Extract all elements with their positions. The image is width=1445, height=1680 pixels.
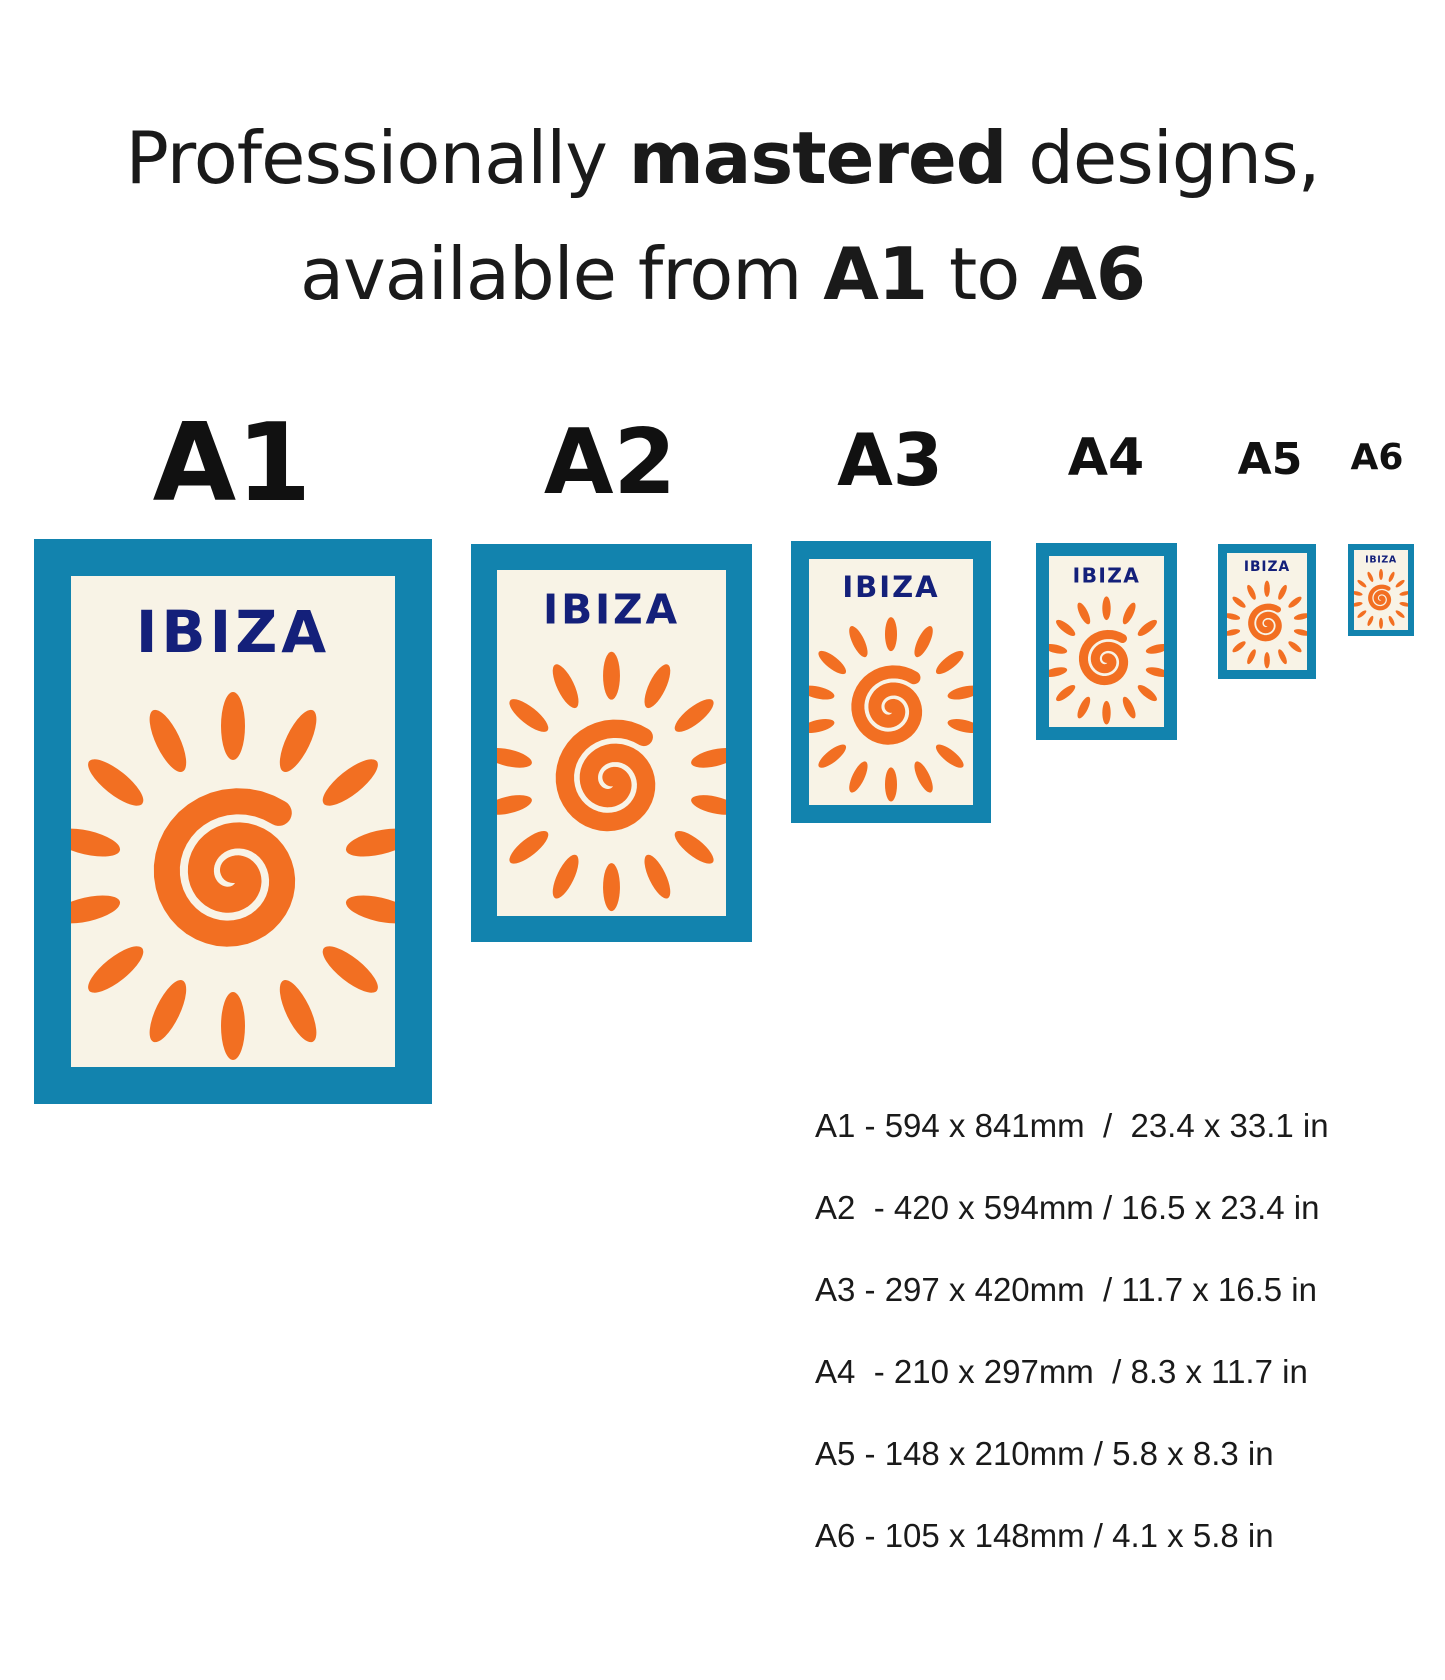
ibiza-sun-artwork <box>497 570 726 916</box>
sun-ray <box>1245 648 1257 665</box>
ibiza-sun-artwork <box>1227 553 1307 670</box>
poster-title: IBIZA <box>1072 563 1141 588</box>
sun-ray <box>316 939 384 1000</box>
poster-a1 <box>34 539 432 1104</box>
sun-ray <box>1075 601 1093 626</box>
sun-ray <box>670 826 718 869</box>
sun-ray <box>1102 596 1110 620</box>
sun-ray <box>885 767 897 801</box>
sun-ray <box>1356 579 1367 589</box>
sun-ray <box>1075 695 1093 720</box>
sun-ray <box>911 759 937 795</box>
sun-ray <box>1054 682 1078 703</box>
sun-ray <box>1287 639 1303 654</box>
sun-spiral <box>1083 634 1123 680</box>
sun-ray <box>1399 601 1408 607</box>
sun-ray <box>815 647 849 678</box>
sun-ray <box>273 705 324 777</box>
spec-a3: A3 - 297 x 420mm / 11.7 x 16.5 in <box>815 1271 1317 1308</box>
sun-ray <box>639 851 675 902</box>
sun-ray <box>273 975 324 1047</box>
sun-ray <box>1293 628 1307 637</box>
sun-ray <box>1227 628 1241 637</box>
sun-spiral <box>1251 607 1278 639</box>
poster-paper <box>809 559 973 805</box>
sun-ray <box>82 752 150 813</box>
sun-ray <box>1264 652 1270 668</box>
sun-ray <box>548 661 584 712</box>
headline-emphasis: A1 <box>823 232 928 316</box>
sun-ray <box>1366 571 1374 583</box>
spec-a4: A4 - 210 x 297mm / 8.3 x 11.7 in <box>815 1353 1308 1390</box>
sun-ray <box>1379 618 1383 629</box>
size-label-a3: A3 <box>837 418 943 502</box>
headline-text: to <box>927 232 1042 316</box>
sun-ray <box>1120 601 1138 626</box>
poster-title: IBIZA <box>543 585 680 634</box>
poster-paper <box>1049 556 1164 727</box>
poster-title: IBIZA <box>1243 559 1291 576</box>
sun-ray <box>221 692 245 760</box>
sun-ray <box>1054 617 1078 638</box>
ibiza-sun-artwork <box>1049 556 1164 727</box>
poster-a6 <box>1348 544 1414 636</box>
sun-ray <box>343 890 395 929</box>
sun-ray <box>142 975 193 1047</box>
sun-ray <box>911 624 937 660</box>
sun-spiral <box>565 729 646 822</box>
sun-ray <box>1287 595 1303 610</box>
poster-a3 <box>791 541 991 823</box>
sun-ray <box>1387 571 1395 583</box>
sun-ray <box>316 752 384 813</box>
poster-title: IBIZA <box>1365 554 1397 566</box>
sun-ray <box>815 741 849 772</box>
poster-paper <box>1354 550 1408 630</box>
sun-ray <box>1354 590 1363 596</box>
sun-ray <box>846 624 872 660</box>
sun-ray <box>1102 701 1110 725</box>
poster-a2 <box>471 544 752 942</box>
poster-paper <box>1227 553 1307 670</box>
sun-ray <box>1293 612 1307 621</box>
sun-ray <box>689 744 726 771</box>
sun-ray <box>1399 590 1408 596</box>
poster-title: IBIZA <box>842 570 940 605</box>
sun-spiral <box>1370 587 1389 609</box>
sun-ray <box>603 652 620 700</box>
sun-ray <box>1354 601 1363 607</box>
sun-ray <box>343 823 395 862</box>
size-label-a4: A4 <box>1067 428 1145 488</box>
sun-ray <box>71 823 123 862</box>
headline-line-2 <box>0 216 1445 332</box>
size-label-a6: A6 <box>1350 437 1404 478</box>
headline-text: designs, <box>1006 116 1320 200</box>
size-spec-list <box>815 1096 1329 1588</box>
headline-text: Professionally <box>125 116 629 200</box>
sun-ray <box>603 863 620 911</box>
sun-ray <box>1245 584 1257 601</box>
sun-ray <box>505 826 553 869</box>
sun-ray <box>497 791 534 818</box>
sun-spiral <box>167 801 282 933</box>
poster-paper <box>497 570 726 916</box>
sun-ray <box>1395 579 1406 589</box>
sun-ray <box>1276 648 1288 665</box>
sun-ray <box>946 683 973 702</box>
spec-a1: A1 - 594 x 841mm / 23.4 x 33.1 in <box>815 1107 1329 1144</box>
sun-ray <box>1049 642 1068 655</box>
sun-ray <box>639 661 675 712</box>
sun-ray <box>1120 695 1138 720</box>
sun-ray <box>82 939 150 1000</box>
sun-ray <box>221 992 245 1060</box>
sun-ray <box>933 647 967 678</box>
sun-ray <box>497 744 534 771</box>
headline-emphasis: mastered <box>628 116 1007 200</box>
ibiza-sun-artwork <box>1354 550 1408 630</box>
sun-ray <box>885 617 897 651</box>
ibiza-sun-artwork <box>809 559 973 805</box>
sun-ray <box>1049 665 1068 678</box>
sun-ray <box>1387 615 1395 627</box>
sun-ray <box>689 791 726 818</box>
headline-emphasis: A6 <box>1041 232 1146 316</box>
sun-ray <box>505 694 553 737</box>
spec-a6: A6 - 105 x 148mm / 4.1 x 5.8 in <box>815 1517 1274 1554</box>
sun-ray <box>1231 639 1247 654</box>
sun-ray <box>1231 595 1247 610</box>
poster-title: IBIZA <box>135 598 331 666</box>
sun-ray <box>142 705 193 777</box>
headline <box>0 100 1445 332</box>
sun-ray <box>670 694 718 737</box>
sun-ray <box>1366 615 1374 627</box>
sun-ray <box>846 759 872 795</box>
sun-ray <box>1145 665 1164 678</box>
sun-ray <box>71 890 123 929</box>
ibiza-sun-artwork <box>71 576 395 1067</box>
sun-ray <box>1379 569 1383 580</box>
sun-ray <box>1145 642 1164 655</box>
sun-ray <box>1264 581 1270 597</box>
sun-ray <box>548 851 584 902</box>
poster-paper <box>71 576 395 1067</box>
spec-a2: A2 - 420 x 594mm / 16.5 x 23.4 in <box>815 1189 1320 1226</box>
headline-line-1 <box>0 100 1445 216</box>
sun-ray <box>1135 682 1159 703</box>
sun-ray <box>809 716 836 735</box>
sun-ray <box>1135 617 1159 638</box>
sun-ray <box>1227 612 1241 621</box>
sun-ray <box>1356 609 1367 619</box>
sun-ray <box>933 741 967 772</box>
size-label-a1: A1 <box>152 401 312 526</box>
poster-a4 <box>1036 543 1177 740</box>
poster-a5 <box>1218 544 1316 679</box>
size-label-a2: A2 <box>543 410 677 515</box>
headline-text: available from <box>299 232 824 316</box>
sun-ray <box>809 683 836 702</box>
sun-ray <box>1395 609 1406 619</box>
sun-spiral <box>858 672 916 738</box>
sun-ray <box>1276 584 1288 601</box>
spec-a5: A5 - 148 x 210mm / 5.8 x 8.3 in <box>815 1435 1274 1472</box>
sun-ray <box>946 716 973 735</box>
size-label-a5: A5 <box>1237 434 1303 485</box>
